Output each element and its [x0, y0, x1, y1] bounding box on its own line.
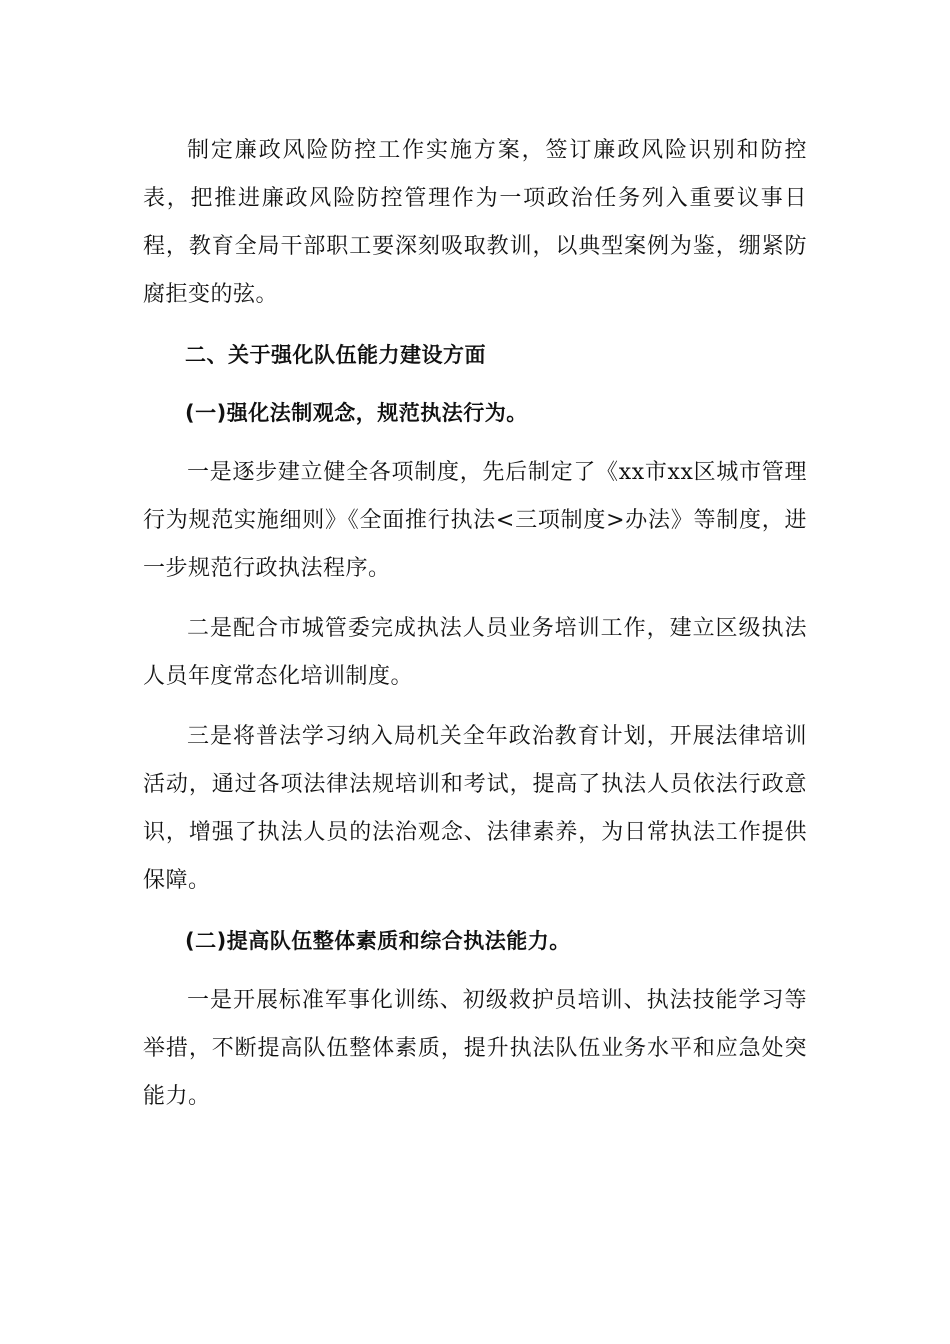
paragraph-regulations: 一是逐步建立健全各项制度，先后制定了《xx市xx区城市管理行为规范实施细则》《全面推行执法<三项制度>办法》等制度，进一步规范行政执法程序。 — [143, 460, 807, 581]
section-heading-team-capacity: 二、关于强化队伍能力建设方面 — [185, 343, 486, 367]
subheading-team-quality: (二)提高队伍整体素质和综合执法能力。 — [185, 929, 571, 953]
paragraph-training: 二是配合市城管委完成执法人员业务培训工作，建立区级执法人员年度常态化培训制度。 — [143, 616, 807, 689]
paragraph-legal-education: 三是将普法学习纳入局机关全年政治教育计划，开展法律培训活动，通过各项法律法规培训和考试，提高了执法人员依法行政意识，增强了执法人员的法治观念、法律素养，为日常执法工作提供保障。 — [143, 724, 807, 893]
paragraph-anti-corruption: 制定廉政风险防控工作实施方案，签订廉政风险识别和防控表，把推进廉政风险防控管理作为一项政治任务列入重要议事日程，教育全局干部职工要深刻吸取教训，以典型案例为鉴，绷紧防腐拒变的弦。 — [143, 138, 807, 307]
subheading-legal-awareness: (一)强化法制观念，规范执法行为。 — [185, 401, 528, 425]
document-body — [143, 127, 807, 1131]
paragraph-military-training: 一是开展标准军事化训练、初级救护员培训、执法技能学习等举措，不断提高队伍整体素质，提升执法队伍业务水平和应急处突能力。 — [143, 988, 807, 1109]
